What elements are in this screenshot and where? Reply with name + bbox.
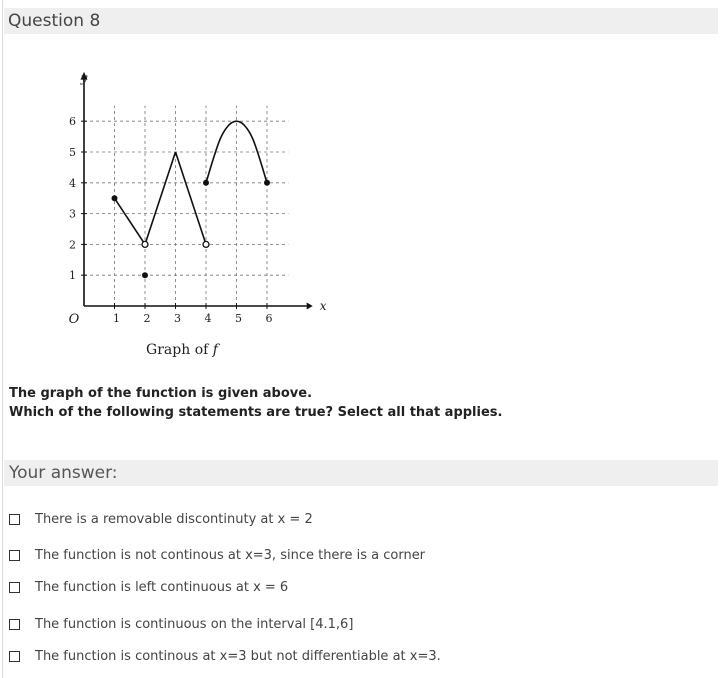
prompt-line-2: Which of the following statements are true? Select all that applies. (9, 405, 503, 420)
function-graph (62, 70, 327, 370)
x-tick-label: 5 (235, 312, 242, 325)
answer-option-5[interactable] (9, 647, 709, 665)
x-axis-arrow (307, 303, 313, 310)
y-axis-label: y (80, 71, 88, 85)
x-tick-label: 2 (143, 312, 151, 325)
open-point (142, 241, 148, 247)
checkbox[interactable] (9, 550, 20, 561)
option-label: The function is continuous on the interval [4.1,6] (35, 616, 354, 632)
x-tick-label: 6 (265, 312, 273, 325)
x-tick-label: 1 (113, 312, 120, 325)
open-point (203, 241, 209, 247)
question-prompt (9, 384, 709, 422)
option-label: The function is continous at x=3 but not differentiable at x=3. (35, 648, 441, 664)
x-axis-label: x (319, 299, 327, 313)
x-tick-label: 3 (174, 312, 181, 325)
y-tick-label: 3 (69, 207, 76, 221)
option-label: The function is not continous at x=3, since there is a corner (35, 547, 426, 563)
checkbox[interactable] (9, 514, 20, 525)
origin-label: O (68, 312, 80, 327)
graph-svg (62, 70, 327, 370)
prompt-line-1: The graph of the function is given above. (9, 386, 313, 401)
question-title: Question 8 (4, 8, 718, 34)
y-tick-label: 4 (69, 176, 76, 190)
answer-option-2[interactable] (9, 546, 709, 564)
closed-point (264, 180, 270, 186)
y-tick-label: 2 (69, 238, 76, 252)
answer-option-1[interactable] (9, 510, 709, 528)
y-tick-label: 6 (69, 115, 76, 129)
function-curve-segment (176, 152, 207, 244)
caption-function-symbol: f (212, 342, 218, 358)
closed-point (112, 195, 118, 201)
checkbox[interactable] (9, 582, 20, 593)
option-label: The function is left continuous at x = 6 (35, 579, 289, 595)
x-tick-label: 4 (204, 312, 212, 325)
answer-option-4[interactable] (9, 615, 709, 633)
y-tick-label: 5 (69, 146, 76, 159)
checkbox[interactable] (9, 619, 20, 630)
closed-point (203, 180, 209, 186)
function-curve-segment (115, 198, 146, 244)
answer-option-3[interactable] (9, 578, 709, 596)
option-label: There is a removable discontinuty at x = 2 (35, 511, 313, 527)
function-curve-segment (145, 152, 176, 244)
graph-caption: Graph of f (146, 342, 221, 358)
answer-header: Your answer: (4, 460, 718, 486)
checkbox[interactable] (9, 651, 20, 662)
closed-point (142, 272, 148, 278)
y-tick-label: 1 (69, 269, 76, 283)
